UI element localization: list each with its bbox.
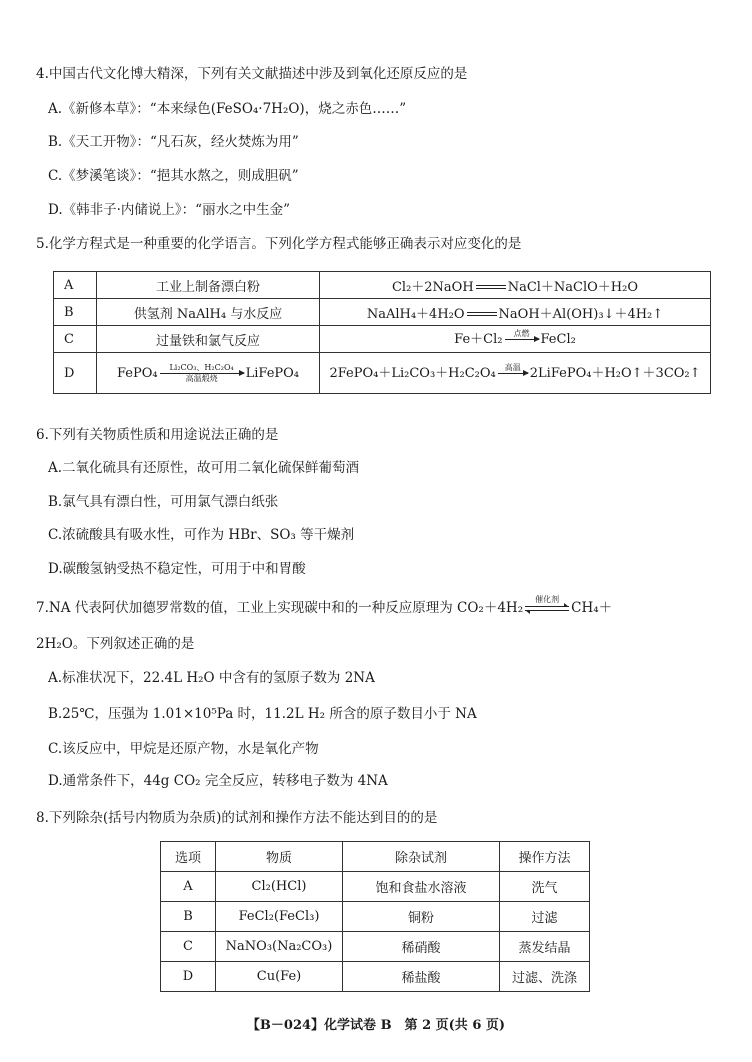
equation-products: NaCl＋NaClO＋H₂O [507, 279, 639, 295]
table-cell: 蒸发结晶 [500, 932, 590, 962]
q7-stem [36, 594, 613, 618]
table-row [161, 902, 590, 932]
q4-option-d: D.《韩非子·内储说上》：“丽水之中生金” [48, 202, 290, 218]
reaction-condition: 高温 [504, 363, 521, 372]
table-row [161, 932, 590, 962]
option-label: A [54, 272, 97, 299]
table-cell: 稀硝酸 [343, 932, 500, 962]
table-cell: 过滤、洗涤 [500, 962, 590, 992]
reaction-description: 工业上制备漂白粉 [97, 272, 320, 299]
q6-option-c: C.浓硫酸具有吸水性，可作为 HBr、SO₃ 等干燥剂 [48, 527, 355, 543]
desc-reactant: FePO₄ [116, 365, 158, 381]
q5-equation-table [53, 271, 711, 394]
table-row [54, 326, 711, 353]
q7-stem-line2: 2H₂O。下列叙述正确的是 [36, 636, 195, 652]
table-row [54, 272, 711, 299]
chemical-equation [320, 353, 711, 394]
table-cell: B [161, 902, 216, 932]
reaction-description: 供氢剂 NaAlH₄ 与水反应 [97, 299, 320, 326]
table-header-row [161, 842, 590, 872]
reaction-condition: 点燃 [513, 329, 530, 338]
table-row [54, 299, 711, 326]
equals-sign [467, 312, 497, 316]
option-label: D [54, 353, 97, 394]
column-header: 选项 [161, 842, 216, 872]
chemical-equation [320, 272, 711, 299]
q6-option-d: D.碳酸氢钠受热不稳定性，可用于中和胃酸 [48, 561, 306, 577]
table-cell: A [161, 872, 216, 902]
option-label: C [54, 326, 97, 353]
option-label: B [54, 299, 97, 326]
reaction-arrow [498, 363, 528, 384]
table-cell: 饱和食盐水溶液 [343, 872, 500, 902]
reversible-arrow [525, 594, 569, 616]
table-cell: FeCl₂(FeCl₃) [216, 902, 343, 932]
q7-option-c: C.该反应中，甲烷是还原产物，水是氧化产物 [48, 741, 319, 757]
q7-option-a: A.标准状况下，22.4L H₂O 中含有的氢原子数为 2NA [48, 670, 375, 686]
catalyst-label: 催化剂 [535, 594, 560, 604]
desc-product: LiFePO₄ [245, 365, 300, 381]
table-cell: Cl₂(HCl) [216, 872, 343, 902]
table-cell: 过滤 [500, 902, 590, 932]
table-cell: 铜粉 [343, 902, 500, 932]
q7-stem-part1: 7.NA 代表阿伏加德罗常数的值，工业上实现碳中和的一种反应原理为 CO₂＋4H₂ [36, 600, 524, 616]
q8-purification-table [160, 841, 590, 992]
equals-sign [476, 285, 506, 289]
column-header: 物质 [216, 842, 343, 872]
equation-reactants: Fe＋Cl₂ [454, 332, 503, 347]
table-cell: C [161, 932, 216, 962]
q4-option-c: C.《梦溪笔谈》：“挹其水熬之，则成胆矾” [48, 168, 299, 184]
q4-option-a: A.《新修本草》：“本来绿色(FeSO₄·7H₂O)，烧之赤色……” [48, 101, 407, 117]
reaction-description: 过量铁和氯气反应 [97, 326, 320, 353]
equation-reactants: Cl₂＋2NaOH [391, 279, 474, 295]
q7-stem-part2: CH₄＋ [571, 600, 613, 616]
arrow-condition: 高温煅烧 [185, 373, 218, 383]
q4-stem: 4.中国古代文化博大精深，下列有关文献描述中涉及到氧化还原反应的是 [36, 66, 468, 82]
equation-products: FeCl₂ [540, 332, 576, 347]
column-header: 操作方法 [500, 842, 590, 872]
q7-option-b: B.25℃，压强为 1.01×10⁵Pa 时，11.2L H₂ 所含的原子数目小于 NA [48, 706, 477, 722]
q6-option-a: A.二氧化硫具有还原性，故可用二氧化硫保鲜葡萄酒 [48, 460, 360, 476]
chemical-equation [320, 299, 711, 326]
equation-products: 2LiFePO₄＋H₂O↑＋3CO₂↑ [529, 366, 701, 381]
table-cell: 稀盐酸 [343, 962, 500, 992]
q5-stem: 5.化学方程式是一种重要的化学语言。下列化学方程式能够正确表示对应变化的是 [36, 236, 522, 252]
equation-reactants: NaAlH₄＋4H₂O [366, 306, 465, 322]
table-row [161, 962, 590, 992]
table-cell: D [161, 962, 216, 992]
equation-products: NaOH＋Al(OH)₃↓＋4H₂↑ [498, 306, 664, 322]
table-row [161, 872, 590, 902]
table-row [54, 353, 711, 394]
q6-option-b: B.氯气具有漂白性，可用氯气漂白纸张 [48, 494, 279, 510]
reaction-description [97, 353, 320, 394]
equation-reactants: 2FePO₄＋Li₂CO₃＋H₂C₂O₄ [329, 366, 496, 381]
table-cell: 洗气 [500, 872, 590, 902]
arrow-reagents: Li₂CO₃、H₂C₂O₄ [169, 362, 234, 372]
table-cell: Cu(Fe) [216, 962, 343, 992]
q7-option-d: D.通常条件下，44g CO₂ 完全反应，转移电子数为 4NA [48, 773, 388, 789]
q4-option-b: B.《天工开物》：“凡石灰，经火焚炼为用” [48, 134, 299, 150]
column-header: 除杂试剂 [343, 842, 500, 872]
q8-stem: 8.下列除杂(括号内物质为杂质)的试剂和操作方法不能达到目的的是 [36, 810, 438, 826]
q6-stem: 6.下列有关物质性质和用途说法正确的是 [36, 427, 279, 443]
reaction-arrow [505, 329, 539, 350]
reaction-arrow [160, 363, 244, 384]
page-footer: 【B－024】化学试卷 B 第 2 页(共 6 页) [246, 1018, 506, 1033]
chemical-equation [320, 326, 711, 353]
table-cell: NaNO₃(Na₂CO₃) [216, 932, 343, 962]
